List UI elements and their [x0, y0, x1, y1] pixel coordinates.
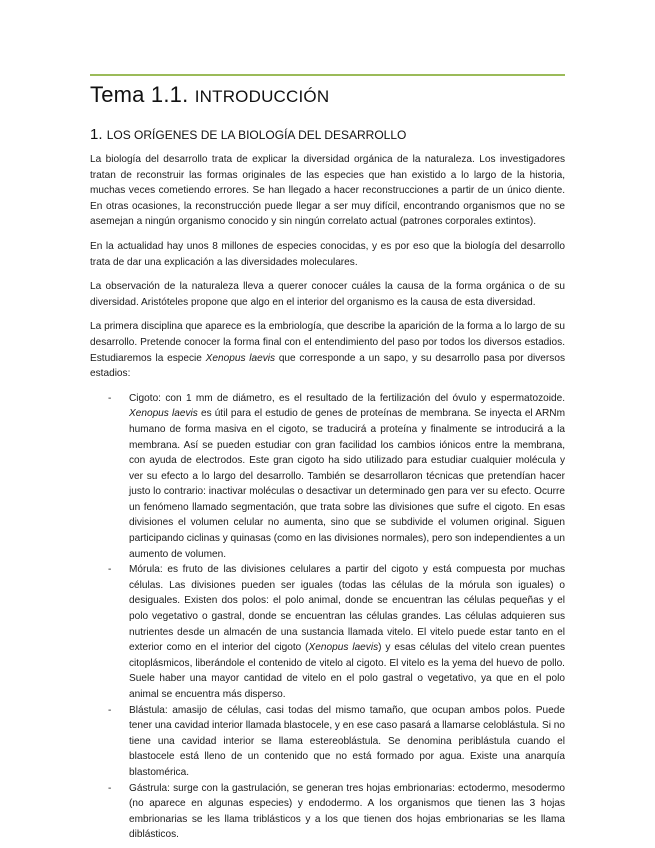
- title-rule: [90, 74, 565, 76]
- title-number: Tema 1.1.: [90, 82, 189, 107]
- list-item-text: Blástula: amasijo de células, casi todas del mismo tamaño, que ocupan ambos polos. Puede tener una cavidad interior llamada blastocele, y en ese caso pasará a llamarse celoblástula. Si no tiene una cavidad interior se llama estereoblástula. Se denomina periblástula cuando el blastocele está lleno de un contenido que no está formado por agua. Existe una anarquía blastomérica.: [129, 704, 565, 778]
- paragraph: En la actualidad hay unos 8 millones de especies conocidas, y es por eso que la biología del desarrollo trata de dar una explicación a las diversidades moleculares.: [90, 240, 565, 268]
- species-name: Xenopus laevis: [205, 352, 276, 364]
- bullet-dash: -: [108, 782, 112, 794]
- species-name: Xenopus laevis: [129, 408, 198, 420]
- section-heading: [90, 126, 406, 143]
- intro-text-end: que corresponde a un sapo, y su desarrollo pasa por diversos estadios:: [90, 352, 565, 380]
- list-item-text: es útil para el estudio de genes de proteínas de membrana. Se inyecta el ARNm humano de forma masiva en el cigoto, se traducirá a proteína y finalmente se introducirá a la membrana. Así se pueden estudiar con gran facilidad los cambios iónicos entre la membrana, con ayuda de electrodos. Este gran cigoto ha sido utilizado para estudiar cualquier molécula y ver su efecto a lo largo del desarrollo. También se desarrollaron técnicas que pretendían hacer justo lo contrario: inactivar moléculas o desactivar un determinado gen para ver su efecto. Ocurre un fenómeno llamado segmentación, que trata sobre las divisiones que sufre el cigoto. En esas divisiones el volumen celular no aumenta, sino que se subdivide el volumen original. Siguen participando ciclinas y quinasas (como en las divisiones normales), pero son independientes a un aumento de volumen.: [129, 408, 565, 560]
- section-heading-text: LOS ORÍGENES DE LA BIOLOGÍA DEL DESARROLLO: [106, 128, 407, 142]
- list-item: [90, 703, 565, 781]
- list-item-text: ) y esas células del vitelo crean puentes citoplásmicos, liberándole el contenido de vitelo al cigoto. El vitelo es la yema del huevo de pollo. Suele haber una mayor cantidad de vitelo en el polo gastral o vegetativo, ya que en el polo animal se encuentra más disperso.: [129, 642, 565, 700]
- paragraph: La observación de la naturaleza lleva a querer conocer cuáles la causa de la forma orgánica o de su diversidad. Aristóteles propone que algo en el interior del organismo es la causa de esta diversidad.: [90, 281, 565, 308]
- list-item: [90, 562, 565, 702]
- bullet-dash: -: [108, 704, 112, 716]
- section-number: 1.: [90, 126, 103, 143]
- bullet-dash: -: [108, 564, 112, 576]
- list-item-text: Mórula: es fruto de las divisiones celulares a partir del cigoto y está compuesta por muchas células. Las divisiones pueden ser iguales (todas las células de la mórula son iguales) o desiguales. Existen dos polos: el polo animal, donde se encuentran las células pequeñas y el polo vegetativo o gastral, donde se encuentran las células grandes. Las células adquieren sus nutrientes desde un almacén de una sustancia llamada vitelo. El vitelo puede estar tanto en el exterior como en el interior del cigoto (: [129, 564, 565, 654]
- paragraph-intro: [90, 319, 565, 381]
- list-item: [90, 391, 565, 563]
- list-item: [90, 781, 565, 843]
- page-title: [90, 82, 329, 108]
- stages-list: [90, 391, 565, 843]
- title-main: INTRODUCCIÓN: [194, 87, 330, 106]
- species-name: Xenopus laevis: [308, 642, 379, 654]
- list-item-text: Cigoto: con 1 mm de diámetro, es el resultado de la fertilización del óvulo y espermatozoide.: [129, 392, 565, 404]
- intro-text: La primera disciplina que aparece es la embriología, que describe la aparición de la forma a lo largo de su desarrollo. Pretende conocer la forma final con el entendimiento del paso por todos los diversos estadios. Estudiaremos la especie: [90, 321, 565, 364]
- bullet-dash: -: [108, 392, 112, 404]
- paragraph: La biología del desarrollo trata de explicar la diversidad orgánica de la naturaleza. Los investigadores tratan de reconstruir las formas originales de las especies que han existido a lo largo de la historia, muchas veces cometiendo errores. Se han llegado a hacer reconstrucciones a partir de un único diente. En otras ocasiones, la reconstrucción puede llegar a ser muy difícil, encontrando organismos que no se asemejan a ningún organismo conocido y sin ningún correlato actual (patrones corporales extintos).: [90, 154, 565, 228]
- document-body: [90, 152, 565, 843]
- list-item-text: Gástrula: surge con la gastrulación, se generan tres hojas embrionarias: ectodermo, mesodermo (no aparece en algunas especies) y endodermo. A los organismos que tienen las 3 hojas embrionarias se les llama triblásticos y a los que tienen dos hojas embrionarias se les llama diblásticos.: [129, 782, 565, 841]
